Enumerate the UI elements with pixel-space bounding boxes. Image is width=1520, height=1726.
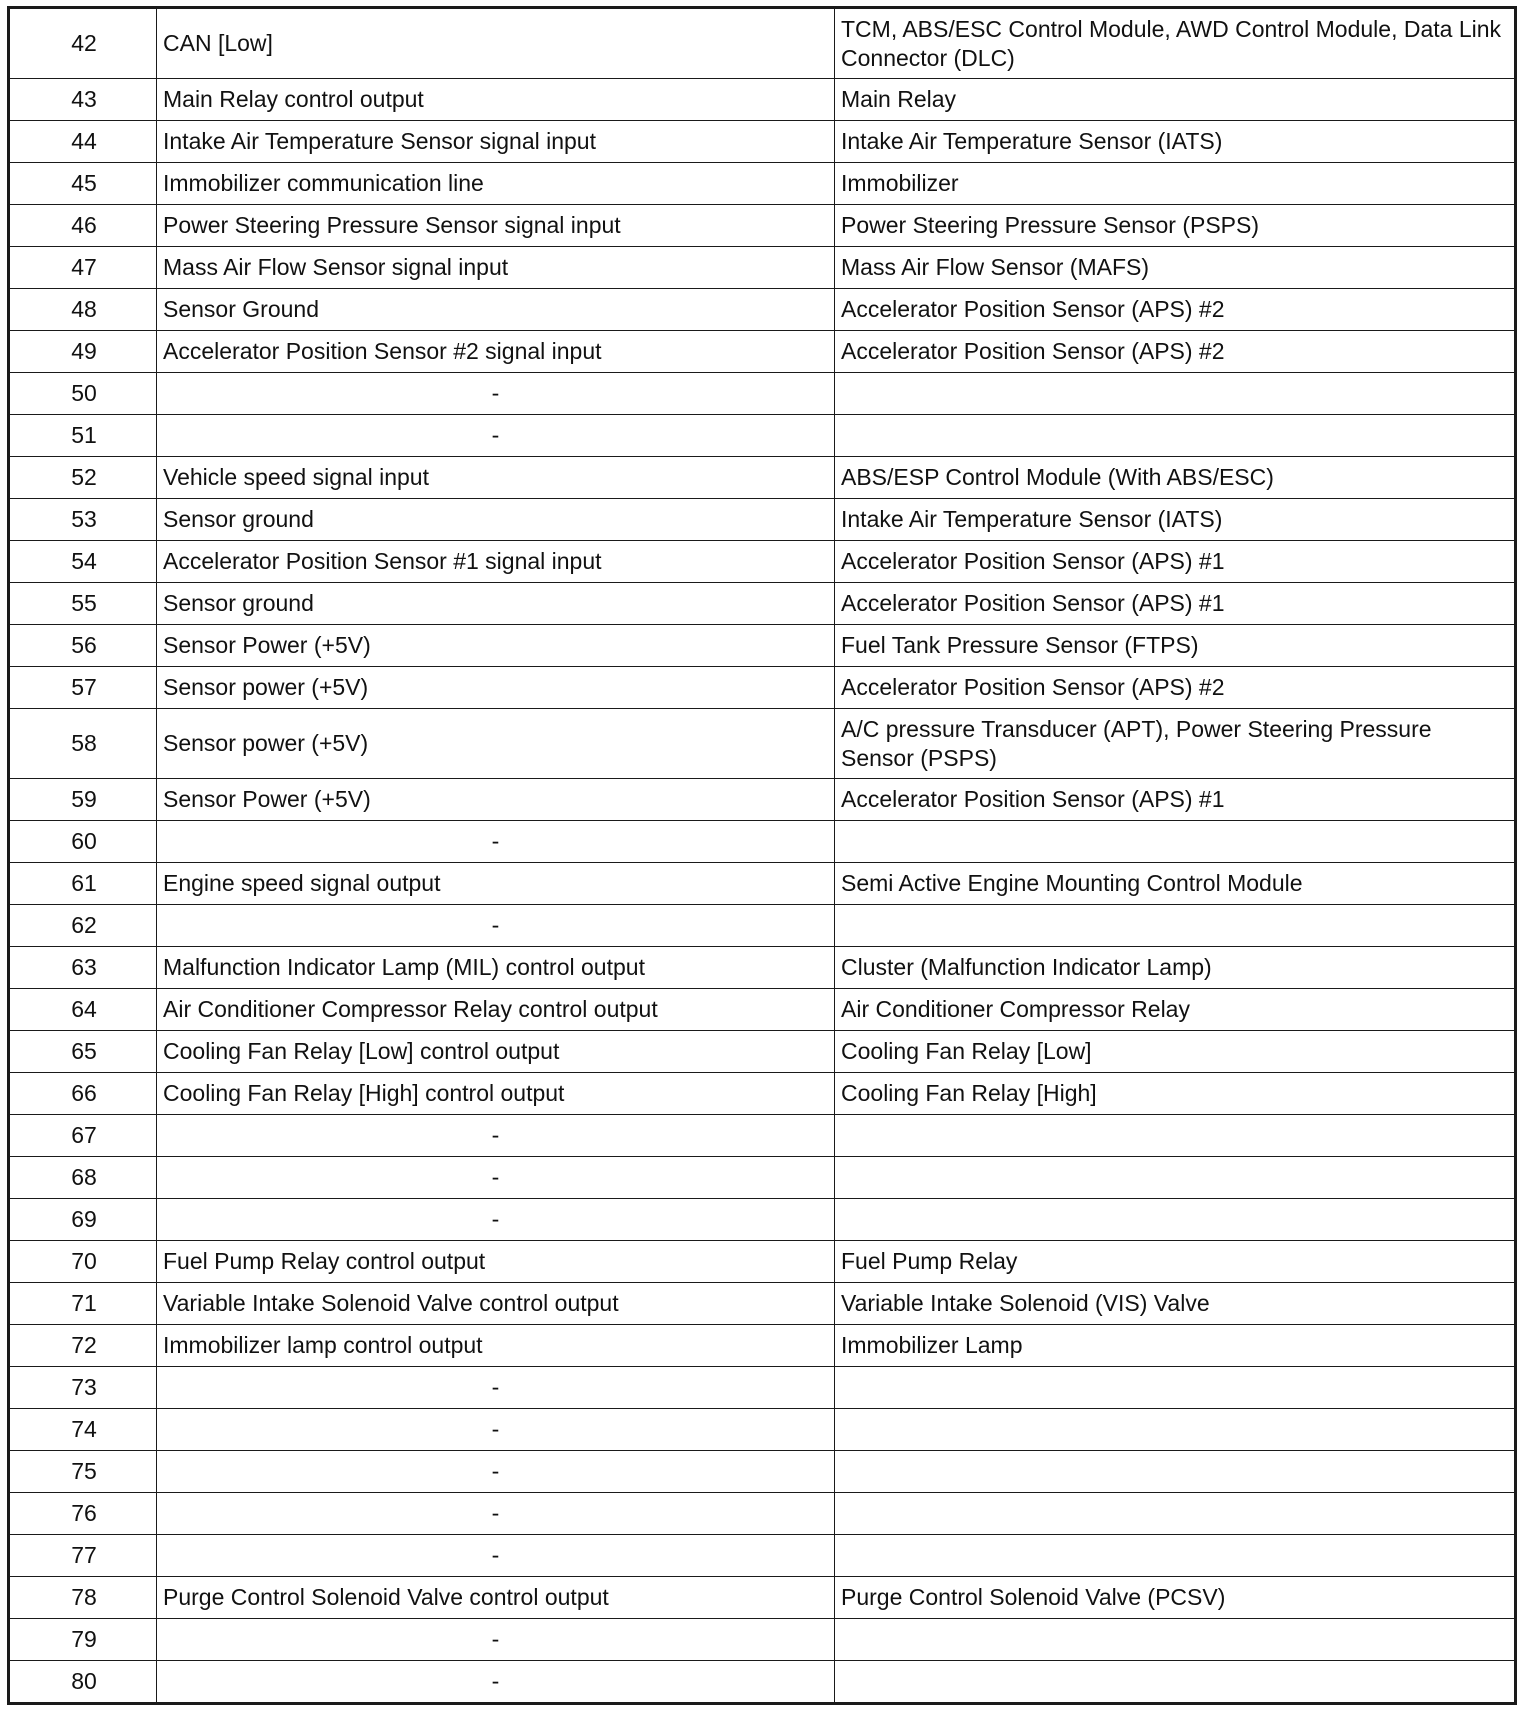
pin-description-cell: - — [157, 1451, 835, 1493]
pin-description-cell: Sensor ground — [157, 499, 835, 541]
connected-to-cell — [835, 1199, 1516, 1241]
connected-to-cell: Mass Air Flow Sensor (MAFS) — [835, 247, 1516, 289]
connected-to-cell: Immobilizer — [835, 163, 1516, 205]
pin-number-cell: 51 — [9, 415, 157, 457]
pin-description-cell: Intake Air Temperature Sensor signal input — [157, 121, 835, 163]
table-row — [9, 79, 1516, 121]
pin-number-cell: 63 — [9, 947, 157, 989]
pin-description-cell: Accelerator Position Sensor #2 signal input — [157, 331, 835, 373]
pin-description-cell: - — [157, 1199, 835, 1241]
connected-to-cell: Intake Air Temperature Sensor (IATS) — [835, 121, 1516, 163]
table-row — [9, 8, 1516, 79]
table-row — [9, 205, 1516, 247]
connected-to-cell — [835, 1535, 1516, 1577]
connected-to-cell: Purge Control Solenoid Valve (PCSV) — [835, 1577, 1516, 1619]
pin-description-cell: CAN [Low] — [157, 8, 835, 79]
pin-number-cell: 42 — [9, 8, 157, 79]
table-row — [9, 1157, 1516, 1199]
connected-to-cell — [835, 373, 1516, 415]
connected-to-cell — [835, 821, 1516, 863]
pin-description-cell: Sensor Power (+5V) — [157, 625, 835, 667]
connected-to-cell: Accelerator Position Sensor (APS) #2 — [835, 289, 1516, 331]
connected-to-cell: Air Conditioner Compressor Relay — [835, 989, 1516, 1031]
pin-number-cell: 68 — [9, 1157, 157, 1199]
connected-to-cell: Semi Active Engine Mounting Control Module — [835, 863, 1516, 905]
table-row — [9, 583, 1516, 625]
pin-description-cell: Fuel Pump Relay control output — [157, 1241, 835, 1283]
connected-to-cell: Accelerator Position Sensor (APS) #2 — [835, 667, 1516, 709]
connected-to-cell — [835, 1661, 1516, 1704]
pin-number-cell: 55 — [9, 583, 157, 625]
pin-number-cell: 66 — [9, 1073, 157, 1115]
pin-number-cell: 75 — [9, 1451, 157, 1493]
pin-description-cell: Variable Intake Solenoid Valve control output — [157, 1283, 835, 1325]
pin-description-cell: Immobilizer communication line — [157, 163, 835, 205]
pin-number-cell: 62 — [9, 905, 157, 947]
table-row — [9, 289, 1516, 331]
pin-table-body — [9, 8, 1516, 1704]
pin-number-cell: 69 — [9, 1199, 157, 1241]
connected-to-cell: A/C pressure Transducer (APT), Power Steering Pressure Sensor (PSPS) — [835, 709, 1516, 779]
pin-description-cell: - — [157, 1619, 835, 1661]
pin-number-cell: 77 — [9, 1535, 157, 1577]
pin-description-cell: - — [157, 373, 835, 415]
connected-to-cell: Immobilizer Lamp — [835, 1325, 1516, 1367]
pin-description-cell: Main Relay control output — [157, 79, 835, 121]
pin-description-cell: Sensor power (+5V) — [157, 667, 835, 709]
table-row — [9, 1283, 1516, 1325]
table-row — [9, 1073, 1516, 1115]
table-row — [9, 821, 1516, 863]
pin-number-cell: 44 — [9, 121, 157, 163]
pin-number-cell: 43 — [9, 79, 157, 121]
pin-description-cell: Mass Air Flow Sensor signal input — [157, 247, 835, 289]
connected-to-cell: Accelerator Position Sensor (APS) #1 — [835, 541, 1516, 583]
table-row — [9, 541, 1516, 583]
pin-number-cell: 49 — [9, 331, 157, 373]
pin-description-cell: Power Steering Pressure Sensor signal input — [157, 205, 835, 247]
table-row — [9, 1661, 1516, 1704]
table-row — [9, 1115, 1516, 1157]
pin-description-cell: - — [157, 1493, 835, 1535]
connected-to-cell: Fuel Tank Pressure Sensor (FTPS) — [835, 625, 1516, 667]
pin-description-cell: - — [157, 1409, 835, 1451]
table-row — [9, 625, 1516, 667]
pin-number-cell: 78 — [9, 1577, 157, 1619]
pin-description-cell: - — [157, 1367, 835, 1409]
pin-description-cell: - — [157, 1535, 835, 1577]
pin-description-cell: Sensor ground — [157, 583, 835, 625]
connected-to-cell — [835, 415, 1516, 457]
pin-number-cell: 52 — [9, 457, 157, 499]
pin-description-cell: - — [157, 1115, 835, 1157]
table-row — [9, 1493, 1516, 1535]
connected-to-cell: Intake Air Temperature Sensor (IATS) — [835, 499, 1516, 541]
pin-description-cell: Sensor power (+5V) — [157, 709, 835, 779]
table-row — [9, 247, 1516, 289]
pin-number-cell: 65 — [9, 1031, 157, 1073]
pin-description-cell: - — [157, 905, 835, 947]
table-row — [9, 1577, 1516, 1619]
pin-number-cell: 70 — [9, 1241, 157, 1283]
pin-description-cell: Sensor Ground — [157, 289, 835, 331]
table-row — [9, 709, 1516, 779]
pin-number-cell: 80 — [9, 1661, 157, 1704]
connected-to-cell: Cooling Fan Relay [High] — [835, 1073, 1516, 1115]
pin-description-cell: - — [157, 1157, 835, 1199]
pin-number-cell: 59 — [9, 779, 157, 821]
connected-to-cell: Variable Intake Solenoid (VIS) Valve — [835, 1283, 1516, 1325]
connected-to-cell: Fuel Pump Relay — [835, 1241, 1516, 1283]
pin-number-cell: 61 — [9, 863, 157, 905]
connected-to-cell: Accelerator Position Sensor (APS) #1 — [835, 583, 1516, 625]
connected-to-cell — [835, 1619, 1516, 1661]
pin-table — [7, 6, 1517, 1705]
connected-to-cell: Power Steering Pressure Sensor (PSPS) — [835, 205, 1516, 247]
pin-description-cell: Purge Control Solenoid Valve control output — [157, 1577, 835, 1619]
connected-to-cell: ABS/ESP Control Module (With ABS/ESC) — [835, 457, 1516, 499]
table-row — [9, 331, 1516, 373]
table-row — [9, 1367, 1516, 1409]
table-row — [9, 373, 1516, 415]
pin-description-cell: Sensor Power (+5V) — [157, 779, 835, 821]
table-row — [9, 1451, 1516, 1493]
table-row — [9, 1199, 1516, 1241]
table-row — [9, 989, 1516, 1031]
connected-to-cell — [835, 1451, 1516, 1493]
connected-to-cell — [835, 1409, 1516, 1451]
connected-to-cell: Accelerator Position Sensor (APS) #2 — [835, 331, 1516, 373]
connected-to-cell — [835, 1367, 1516, 1409]
pin-number-cell: 46 — [9, 205, 157, 247]
table-row — [9, 863, 1516, 905]
table-row — [9, 1409, 1516, 1451]
pin-description-cell: Immobilizer lamp control output — [157, 1325, 835, 1367]
pin-number-cell: 54 — [9, 541, 157, 583]
table-row — [9, 163, 1516, 205]
connected-to-cell — [835, 1493, 1516, 1535]
connected-to-cell — [835, 1115, 1516, 1157]
pin-description-cell: Accelerator Position Sensor #1 signal input — [157, 541, 835, 583]
connected-to-cell — [835, 905, 1516, 947]
pin-number-cell: 57 — [9, 667, 157, 709]
pin-number-cell: 71 — [9, 1283, 157, 1325]
pin-number-cell: 50 — [9, 373, 157, 415]
table-row — [9, 457, 1516, 499]
connected-to-cell — [835, 1157, 1516, 1199]
pin-description-cell: - — [157, 1661, 835, 1704]
pin-number-cell: 48 — [9, 289, 157, 331]
table-row — [9, 1619, 1516, 1661]
table-row — [9, 1031, 1516, 1073]
table-row — [9, 667, 1516, 709]
pin-number-cell: 74 — [9, 1409, 157, 1451]
pin-number-cell: 56 — [9, 625, 157, 667]
pin-number-cell: 72 — [9, 1325, 157, 1367]
pin-number-cell: 60 — [9, 821, 157, 863]
connected-to-cell: Cooling Fan Relay [Low] — [835, 1031, 1516, 1073]
connected-to-cell: Cluster (Malfunction Indicator Lamp) — [835, 947, 1516, 989]
pin-number-cell: 47 — [9, 247, 157, 289]
table-row — [9, 947, 1516, 989]
pin-number-cell: 53 — [9, 499, 157, 541]
pin-description-cell: Cooling Fan Relay [Low] control output — [157, 1031, 835, 1073]
pin-number-cell: 73 — [9, 1367, 157, 1409]
connected-to-cell: Accelerator Position Sensor (APS) #1 — [835, 779, 1516, 821]
table-row — [9, 1241, 1516, 1283]
pin-description-cell: - — [157, 821, 835, 863]
table-row — [9, 499, 1516, 541]
pin-description-cell: Malfunction Indicator Lamp (MIL) control output — [157, 947, 835, 989]
pin-description-cell: Air Conditioner Compressor Relay control output — [157, 989, 835, 1031]
pin-description-cell: Vehicle speed signal input — [157, 457, 835, 499]
pin-number-cell: 67 — [9, 1115, 157, 1157]
pin-number-cell: 58 — [9, 709, 157, 779]
connected-to-cell: Main Relay — [835, 79, 1516, 121]
pin-number-cell: 79 — [9, 1619, 157, 1661]
table-row — [9, 779, 1516, 821]
pin-number-cell: 76 — [9, 1493, 157, 1535]
pin-number-cell: 64 — [9, 989, 157, 1031]
pin-description-cell: Cooling Fan Relay [High] control output — [157, 1073, 835, 1115]
table-row — [9, 121, 1516, 163]
table-row — [9, 1325, 1516, 1367]
table-row — [9, 415, 1516, 457]
pin-description-cell: Engine speed signal output — [157, 863, 835, 905]
connected-to-cell: TCM, ABS/ESC Control Module, AWD Control Module, Data Link Connector (DLC) — [835, 8, 1516, 79]
pin-number-cell: 45 — [9, 163, 157, 205]
pin-description-cell: - — [157, 415, 835, 457]
table-row — [9, 905, 1516, 947]
table-row — [9, 1535, 1516, 1577]
